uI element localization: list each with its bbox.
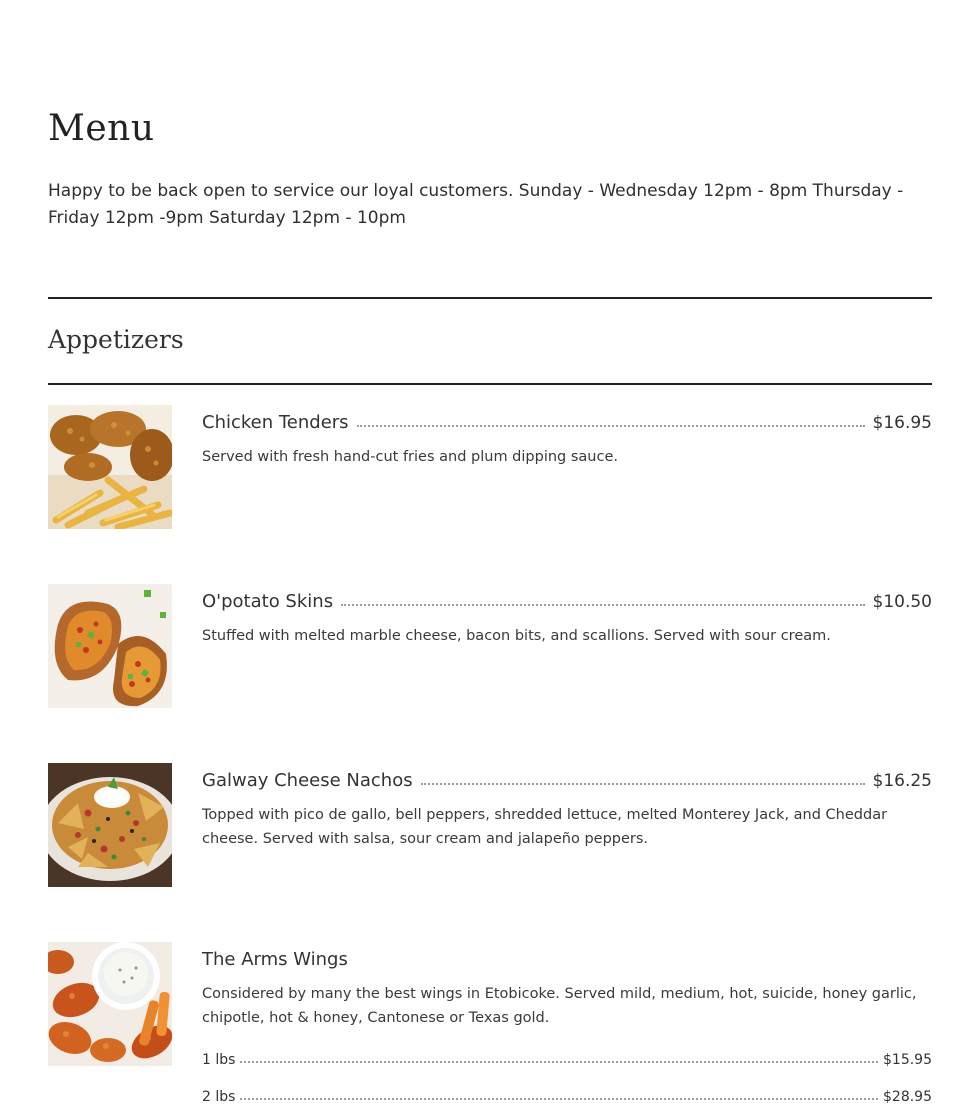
item-description: Considered by many the best wings in Etobicoke. Served mild, medium, hot, suicide, honey garlic, chipotle, hot & honey, Cantonese or Texas gold. (202, 986, 917, 1026)
divider-bottom (48, 383, 932, 385)
item-name: The Arms Wings (202, 949, 348, 970)
item-name: O'potato Skins (202, 591, 334, 612)
item-description: Stuffed with melted marble cheese, bacon bits, and scallions. Served with sour cream. (202, 628, 831, 644)
dot-leader (357, 425, 865, 427)
item-header (202, 405, 932, 433)
nachos-image (48, 763, 172, 887)
variant-price: $15.95 (883, 1052, 932, 1068)
menu-hours-description: Happy to be back open to service our loyal customers. Sunday - Wednesday 12pm - 8pm Thursday - Friday 12pm -9pm Saturday 12pm - 10pm (48, 181, 904, 228)
dot-leader (421, 783, 865, 785)
item-name: Chicken Tenders (202, 412, 349, 433)
item-header (202, 763, 932, 791)
item-price: $10.50 (872, 592, 932, 612)
item-price: $16.25 (872, 771, 932, 791)
variant-label: 2 lbs (202, 1089, 236, 1105)
item-header (202, 584, 932, 612)
section-title-appetizers: Appetizers (48, 325, 184, 354)
wings-image (48, 942, 172, 1066)
item-description: Served with fresh hand-cut fries and plum dipping sauce. (202, 449, 618, 465)
variant-row[interactable] (202, 1046, 932, 1068)
variant-row[interactable] (202, 1083, 932, 1105)
chicken-tenders-image (48, 405, 172, 529)
divider-top (48, 297, 932, 299)
dot-leader (240, 1061, 878, 1063)
dot-leader (341, 604, 864, 606)
item-description: Topped with pico de gallo, bell peppers, shredded lettuce, melted Monterey Jack, and Cheddar cheese. Served with salsa, sour cream and jalapeño peppers. (202, 807, 888, 847)
variant-price: $28.95 (883, 1089, 932, 1105)
potato-skins-image (48, 584, 172, 708)
item-name: Galway Cheese Nachos (202, 770, 413, 791)
dot-leader (240, 1098, 878, 1100)
item-header (202, 942, 932, 970)
variant-label: 1 lbs (202, 1052, 236, 1068)
page-title: Menu (48, 108, 155, 149)
item-price: $16.95 (872, 413, 932, 433)
